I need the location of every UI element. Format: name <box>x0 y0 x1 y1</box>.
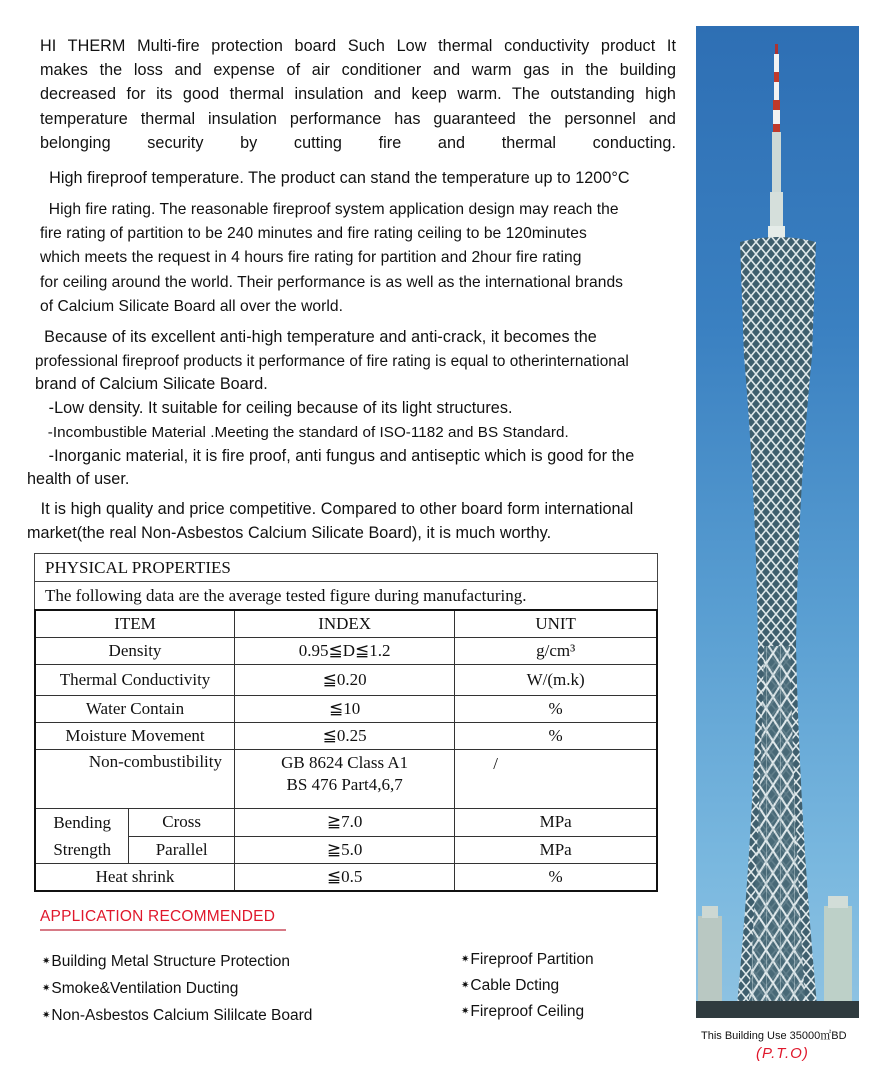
applications-list-left <box>42 948 312 1029</box>
label-line: Strength <box>53 840 111 859</box>
cell-item: Moisture Movement <box>35 723 235 750</box>
text-line: fire rating of partition to be 240 minutes and fire rating ceiling to be 120minutes <box>40 225 587 243</box>
text-line: for ceiling around the world. Their performance is as well as the international brands <box>40 273 624 291</box>
item-label: Smoke&Ventilation Ducting <box>51 980 239 997</box>
cell-unit: / <box>455 750 657 809</box>
cell-unit: % <box>455 864 657 892</box>
table-row <box>35 809 657 837</box>
applications-list-right <box>461 947 594 1025</box>
header-unit: UNIT <box>455 610 657 638</box>
feature-incombustible: -Incombustible Material .Meeting the standard of ISO-1182 and BS Standard. <box>35 423 569 441</box>
cell-index <box>235 750 455 809</box>
table-row <box>35 836 657 864</box>
please-turn-over-note: (P.T.O) <box>756 1045 809 1062</box>
properties-grid <box>34 609 658 892</box>
list-item <box>461 999 594 1025</box>
intro-paragraph-temperature <box>40 166 676 190</box>
cell-unit: MPa <box>455 809 657 837</box>
item-label: Fireproof Ceiling <box>470 1003 585 1020</box>
table-row <box>35 864 657 892</box>
text-line: decreased for its good thermal insulation and keep warm. The outstanding high <box>40 85 676 104</box>
star-bullet-icon: ✷ <box>461 980 470 991</box>
list-item <box>461 973 594 999</box>
cell-item: Heat shrink <box>35 864 235 892</box>
text-line: HI THERM Multi-fire protection board Such Low thermal conductivity product It <box>40 37 676 55</box>
table-row <box>35 638 657 665</box>
cell-subitem: Cross <box>129 809 235 837</box>
label-line: Bending <box>53 813 111 832</box>
intro-paragraph-anti-crack <box>27 326 685 492</box>
star-bullet-icon: ✷ <box>42 983 51 994</box>
feature-low-density: -Low density. It suitable for ceiling because of its light structures. <box>35 399 513 418</box>
text-line: of Calcium Silicate Board all over the world. <box>40 297 343 315</box>
cell-item: Density <box>35 638 235 665</box>
intro-paragraph-price <box>27 497 685 545</box>
cell-item: Thermal Conductivity <box>35 665 235 696</box>
star-bullet-icon: ✷ <box>42 956 51 967</box>
table-title: PHYSICAL PROPERTIES <box>34 553 658 581</box>
cell-index: ≦10 <box>235 696 455 723</box>
text-line: Because of its excellent anti-high temperature and anti-crack, it becomes the <box>35 328 597 346</box>
applications-heading: APPLICATION RECOMMENDED <box>40 908 286 931</box>
feature-inorganic: -Inorganic material, it is fire proof, anti fungus and antiseptic which is good for the <box>35 446 635 465</box>
table-row <box>35 750 657 809</box>
intro-paragraph-thermal <box>40 34 676 155</box>
cell-unit: W/(m.k) <box>455 665 657 696</box>
text-line: It is high quality and price competitive. Compared to other board form international <box>27 500 634 518</box>
item-label: Fireproof Partition <box>470 951 594 968</box>
cell-unit: g/cm³ <box>455 638 657 665</box>
text-line: belonging security by cutting fire and thermal conducting. <box>40 133 676 152</box>
cell-item: Non-combustibility <box>35 750 235 809</box>
text-line: which meets the request in 4 hours fire rating for partition and 2hour fire rating <box>40 249 582 267</box>
list-item <box>42 975 312 1002</box>
cell-subitem: Parallel <box>129 836 235 864</box>
cell-index: ≦0.25 <box>235 723 455 750</box>
header-index: INDEX <box>235 610 455 638</box>
table-row <box>35 723 657 750</box>
text-line: brand of Calcium Silicate Board. <box>35 375 268 394</box>
item-label: Building Metal Structure Protection <box>51 953 291 970</box>
cell-item: Water Contain <box>35 696 235 723</box>
list-item <box>42 948 312 975</box>
index-line: BS 476 Part4,6,7 <box>286 775 403 794</box>
cell-unit: MPa <box>455 836 657 864</box>
text-line: High fireproof temperature. The product can stand the temperature up to 1200°C <box>40 169 630 187</box>
tower-photo <box>696 26 859 1018</box>
star-bullet-icon: ✷ <box>461 954 470 965</box>
physical-properties-table <box>34 553 658 892</box>
cell-item-bending-strength <box>35 809 129 864</box>
table-row <box>35 665 657 696</box>
list-item <box>42 1002 312 1029</box>
text-line: temperature thermal insulation performance has guaranteed the personnel and <box>40 109 676 128</box>
cell-index: ≧7.0 <box>235 809 455 837</box>
table-row <box>35 696 657 723</box>
star-bullet-icon: ✷ <box>42 1010 51 1021</box>
image-caption: This Building Use 35000㎡BD <box>701 1030 847 1042</box>
canton-tower-illustration <box>696 26 859 1018</box>
text-line: market(the real Non-Asbestos Calcium Silicate Board), it is much worthy. <box>27 524 552 543</box>
cell-unit: % <box>455 723 657 750</box>
item-label: Non-Asbestos Calcium Sililcate Board <box>51 1007 313 1024</box>
cell-index: 0.95≦D≦1.2 <box>235 638 455 665</box>
list-item <box>461 947 594 973</box>
header-item: ITEM <box>35 610 235 638</box>
text-line: High fire rating. The reasonable fireproof system application design may reach the <box>40 201 619 218</box>
item-label: Cable Dcting <box>470 977 560 994</box>
text-line: professional fireproof products it performance of fire rating is equal to otherinternational <box>35 352 629 370</box>
cell-index: ≧5.0 <box>235 836 455 864</box>
star-bullet-icon: ✷ <box>461 1006 470 1017</box>
cell-index: ≦0.20 <box>235 665 455 696</box>
text-line: makes the loss and expense of air conditioner and warm gas in the building <box>40 61 676 80</box>
table-subtitle: The following data are the average tested figure during manufacturing. <box>34 581 658 609</box>
intro-paragraph-fire-rating <box>40 198 676 319</box>
table-header-row <box>35 610 657 638</box>
cell-index: ≦0.5 <box>235 864 455 892</box>
cell-unit: % <box>455 696 657 723</box>
text-line: health of user. <box>27 470 130 489</box>
index-line: GB 8624 Class A1 <box>281 753 409 772</box>
